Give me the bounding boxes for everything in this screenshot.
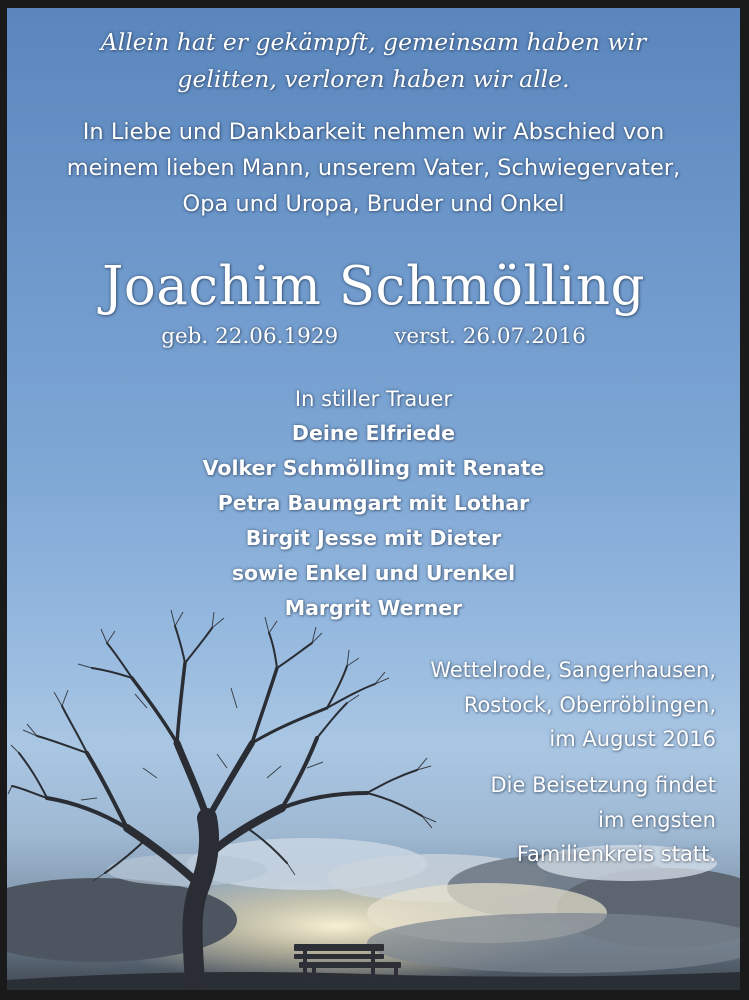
death-date: verst. 26.07.2016 — [394, 324, 586, 349]
mourner-name: Margrit Werner — [284, 596, 463, 620]
intro-line: Opa und Uropa, Bruder und Onkel — [182, 191, 565, 217]
date-line: im August 2016 — [549, 727, 716, 751]
farewell-intro — [7, 114, 740, 222]
place-line: Rostock, Oberröblingen, — [463, 692, 716, 717]
mourning-intro: In stiller Trauer — [294, 387, 453, 411]
burial-line: Familienkreis statt. — [516, 842, 716, 866]
place-line: Wettelrode, Sangerhausen, — [430, 658, 716, 682]
motto-line: gelitten, verloren haben wir alle. — [177, 65, 570, 93]
mourner-name: sowie Enkel und Urenkel — [231, 561, 516, 585]
burial-line: im engsten — [598, 807, 716, 832]
motto-quote — [7, 24, 740, 98]
mourner-name: Petra Baumgart mit Lothar — [217, 491, 530, 515]
mourner-name: Deine Elfriede — [291, 421, 456, 445]
burial-line: Die Beisetzung findet — [490, 773, 716, 797]
motto-line: Allein hat er gekämpft, gemeinsam haben wir — [100, 28, 647, 56]
deceased-name: Joachim Schmölling — [102, 256, 645, 317]
intro-line: In Liebe und Dankbarkeit nehmen wir Abschied von — [82, 119, 665, 145]
mourner-name: Volker Schmölling mit Renate — [202, 456, 545, 480]
birth-date: geb. 22.06.1929 — [161, 324, 339, 349]
mourner-name: Birgit Jesse mit Dieter — [245, 526, 502, 550]
intro-line: meinem lieben Mann, unserem Vater, Schwiegervater, — [66, 155, 681, 181]
place-and-date — [430, 653, 716, 757]
obituary-notice — [7, 8, 740, 990]
mourners-list — [7, 416, 740, 626]
life-dates — [7, 322, 740, 352]
burial-note — [490, 768, 716, 872]
